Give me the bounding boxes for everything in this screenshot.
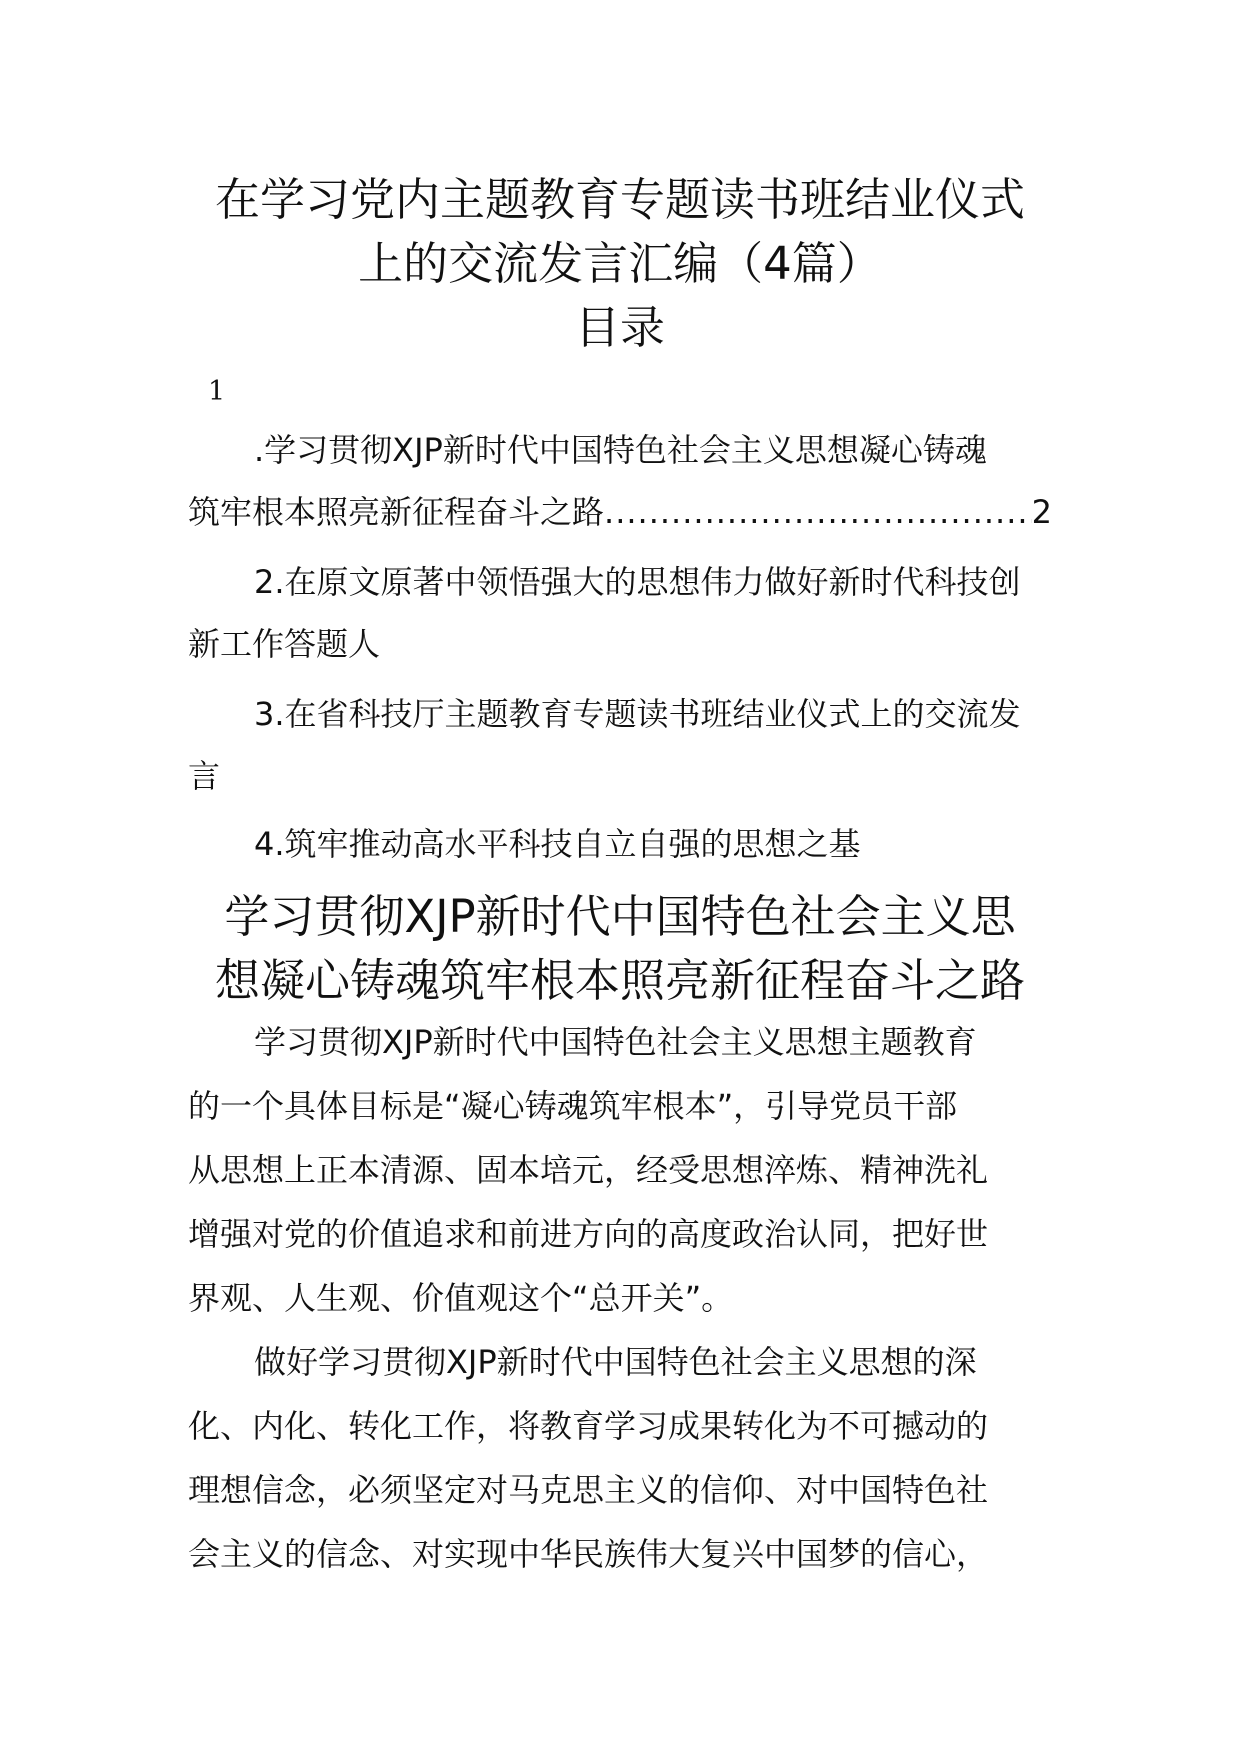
section-heading-line-2: 想凝心铸魂筑牢根本照亮新征程奋斗之路 xyxy=(214,954,1025,1007)
toc-item-1-text: 筑牢根本照亮新征程奋斗之路 xyxy=(188,493,605,531)
toc-item-1-number: 1 xyxy=(208,376,226,407)
paragraph-1-line-4: 增强对党的价值追求和前进方向的高度政治认同，把好世 xyxy=(188,1215,989,1253)
toc-item-3-line-2[interactable]: 言 xyxy=(188,757,221,795)
toc-item-1-line-1[interactable]: .学习贯彻XJP新时代中国特色社会主义思想凝心铸魂 xyxy=(254,431,987,469)
toc-leader-dots xyxy=(604,490,1032,534)
paragraph-1-line-1: 学习贯彻XJP新时代中国特色社会主义思想主题教育 xyxy=(254,1023,977,1061)
section-heading-line-1: 学习贯彻XJP新时代中国特色社会主义思 xyxy=(224,890,1016,943)
paragraph-2-line-3: 理想信念，必须坚定对马克思主义的信仰、对中国特色社 xyxy=(188,1471,989,1509)
document-title-line-2: 上的交流发言汇编（4篇） xyxy=(358,237,882,290)
toc-item-1-page: 2 xyxy=(1031,493,1052,531)
paragraph-2-line-4: 会主义的信念、对实现中华民族伟大复兴中国梦的信心， xyxy=(188,1535,989,1573)
toc-item-4-line-1[interactable]: 4.筑牢推动高水平科技自立自强的思想之基 xyxy=(254,825,861,863)
paragraph-1-line-3: 从思想上正本清源、固本培元，经受思想淬炼、精神洗礼 xyxy=(188,1151,989,1189)
paragraph-1-line-5: 界观、人生观、价值观这个“总开关”。 xyxy=(188,1279,734,1317)
toc-heading: 目录 xyxy=(574,301,665,354)
paragraph-2-line-2: 化、内化、转化工作，将教育学习成果转化为不可撼动的 xyxy=(188,1407,989,1445)
toc-item-3-line-1[interactable]: 3.在省科技厅主题教育专题读书班结业仪式上的交流发 xyxy=(254,695,1021,733)
paragraph-1-line-2: 的一个具体目标是“凝心铸魂筑牢根本”，引导党员干部 xyxy=(188,1087,958,1125)
toc-item-1-line-2[interactable] xyxy=(188,490,1052,534)
toc-item-2-line-2[interactable]: 新工作答题人 xyxy=(188,625,381,663)
paragraph-2-line-1: 做好学习贯彻XJP新时代中国特色社会主义思想的深 xyxy=(254,1343,977,1381)
document-title-line-1: 在学习党内主题教育专题读书班结业仪式 xyxy=(214,173,1025,226)
toc-item-2-line-1[interactable]: 2.在原文原著中领悟强大的思想伟力做好新时代科技创 xyxy=(254,563,1021,601)
